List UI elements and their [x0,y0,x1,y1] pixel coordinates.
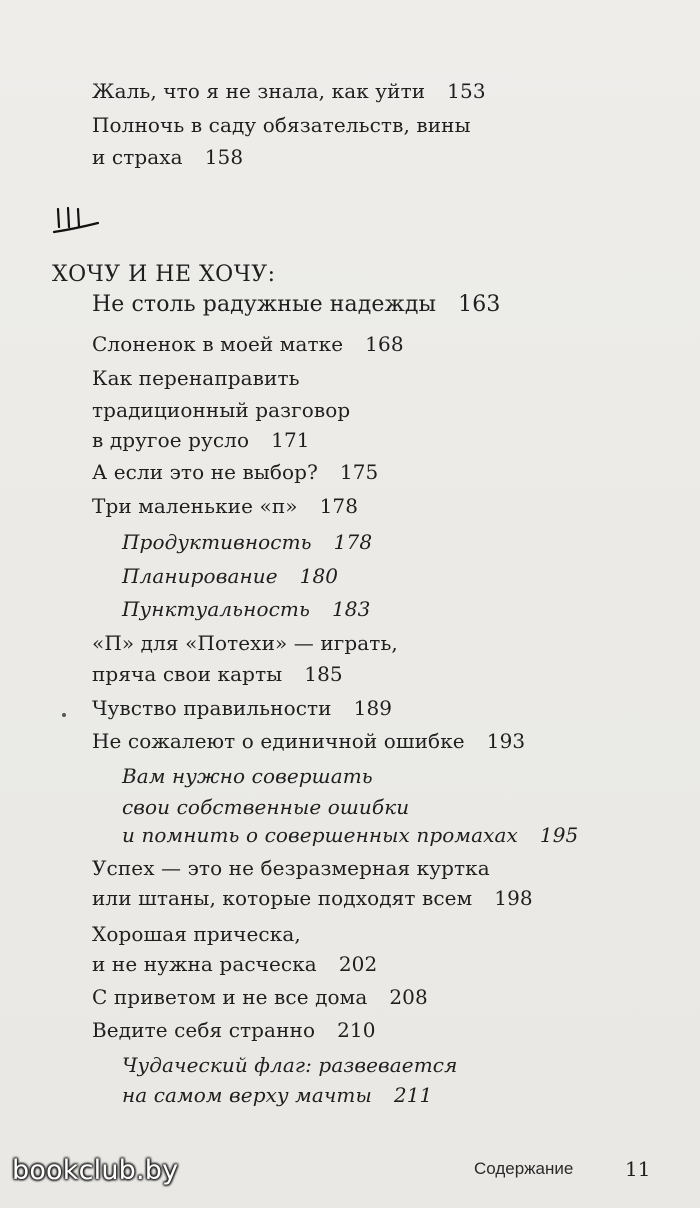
page-number: 195 [539,823,579,847]
page-number: 198 [494,886,533,910]
section-title: ХОЧУ И НЕ ХОЧУ: [52,262,276,287]
handwritten-mark [52,205,102,239]
section-subtitle: Не столь радужные надежды 163 [92,292,501,317]
toc-entry: пряча свои карты 185 [92,662,343,686]
toc-entry: в другое русло 171 [92,428,310,452]
page-number: 158 [204,145,244,169]
toc-entry: Как перенаправить [92,366,300,390]
toc-subentry: Планирование 180 [122,564,339,588]
watermark: bookclub.by [12,1155,179,1186]
page-number: 168 [365,332,404,356]
page-number: 208 [389,985,428,1009]
toc-subentry: Пунктуальность 183 [122,597,371,621]
toc-entry: и не нужна расческа 202 [92,952,378,976]
page-number: 202 [338,952,378,976]
toc-subentry: свои собственные ошибки [122,795,410,819]
toc-entry: традиционный разговор [92,398,351,422]
toc-entry: или штаны, которые подходят всем 198 [92,886,533,910]
page-number: 163 [458,292,501,317]
page-number: 178 [319,494,359,518]
page-number: 183 [331,597,371,621]
ink-dot [62,713,66,717]
page-number: 178 [333,530,373,554]
toc-entry: Жаль, что я не знала, как уйти 153 [92,79,486,103]
toc-entry: Успех — это не безразмерная куртка [92,856,490,880]
toc-entry: С приветом и не все дома 208 [92,985,428,1009]
toc-entry: Полночь в саду обязательств, вины [92,113,471,137]
page-number: 180 [299,564,339,588]
toc-entry: «П» для «Потехи» — играть, [92,631,398,655]
toc-subentry: и помнить о совершенных промахах 195 [122,823,579,847]
toc-entry: Слоненок в моей матке 168 [92,332,404,356]
page-number: 211 [393,1083,433,1107]
page-number: 210 [337,1018,376,1042]
toc-subentry: на самом верху мачты 211 [122,1083,433,1107]
toc-subentry: Вам нужно совершать [122,764,373,788]
page-number: 193 [486,729,526,753]
page-number: 153 [447,79,486,103]
toc-entry: и страха 158 [92,145,244,169]
toc-entry: А если это не выбор? 175 [92,460,379,484]
toc-entry: Чувство правильности 189 [92,696,393,720]
page-number: 171 [271,428,310,452]
toc-entry: Три маленькие «п» 178 [92,494,359,518]
page-number: 189 [353,696,393,720]
toc-entry: Ведите себя странно 210 [92,1018,376,1042]
page-number: 185 [304,662,343,686]
toc-subentry: Продуктивность 178 [122,530,373,554]
page-number: 175 [339,460,379,484]
page-number-footer: 11 [625,1157,651,1181]
toc-subentry: Чудаческий флаг: развевается [122,1053,458,1077]
toc-entry: Не сожалеют о единичной ошибке 193 [92,729,526,753]
toc-entry: Хорошая прическа, [92,922,301,946]
running-title: Содержание [474,1159,574,1178]
